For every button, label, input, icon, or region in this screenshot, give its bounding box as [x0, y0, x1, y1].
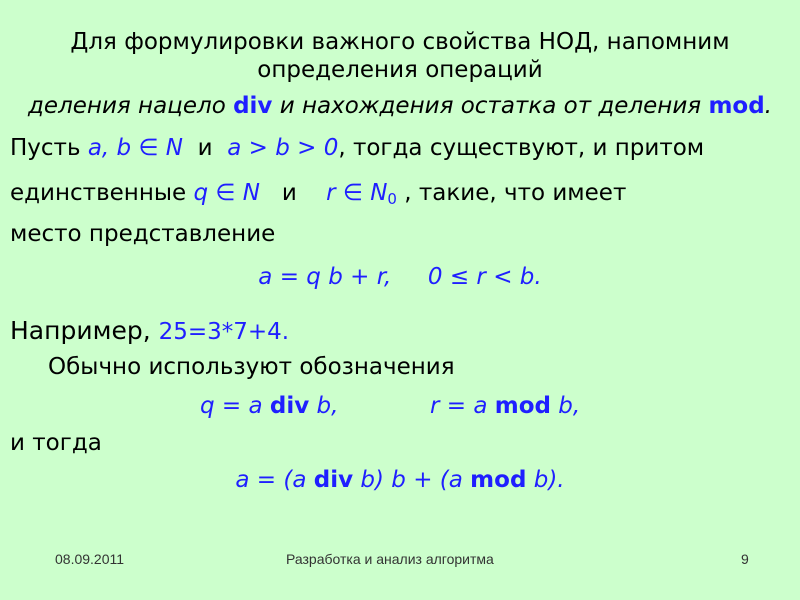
div-keyword: div	[233, 93, 273, 119]
final-part-3: b).	[526, 467, 565, 493]
footer-course: Разработка и анализ алгоритма	[286, 551, 494, 567]
let-suffix: , тогда существуют, и притом	[338, 135, 705, 161]
let-prefix: Пусть	[10, 135, 88, 161]
let-and: и	[183, 135, 228, 161]
title-line-1: Для формулировки важного свойства НОД, напомним	[70, 29, 730, 55]
title-line-3	[0, 91, 800, 121]
final-div: div	[313, 467, 354, 493]
footer-date: 08.09.2011	[55, 551, 125, 567]
unique-suffix: , такие, что имеет	[396, 180, 627, 206]
unique-r: r ∈ N	[326, 180, 388, 206]
let-condition-1: a, b ∈ N	[87, 135, 184, 161]
then-line: и тогда	[10, 430, 102, 456]
footer-page-number: 9	[741, 551, 749, 567]
title-line-2: определения операций	[257, 57, 543, 83]
unique-q: q ∈ N	[193, 180, 260, 206]
title-line-3-end: .	[764, 93, 772, 119]
usual-line: Обычно используют обозначения	[48, 354, 455, 380]
example-value: 25=3*7+4.	[158, 319, 290, 345]
let-line	[10, 133, 704, 163]
unique-and: и	[259, 180, 327, 206]
notation-q-end: b,	[309, 393, 339, 419]
notation-q	[200, 391, 338, 421]
example-line	[10, 316, 289, 347]
let-condition-2: a > b > 0	[227, 135, 339, 161]
example-label: Например,	[10, 316, 159, 345]
unique-line	[10, 178, 626, 214]
final-mod: mod	[470, 467, 527, 493]
place-line: место представление	[10, 221, 276, 247]
formula-1: a = q b + r, 0 ≤ r < b.	[258, 264, 542, 290]
title-line-3-middle: и нахождения остатка от деления	[272, 93, 709, 119]
notation-div: div	[269, 393, 310, 419]
unique-subscript: 0	[387, 190, 397, 208]
notation-r-start: r = a	[430, 393, 495, 419]
unique-prefix: единственные	[10, 180, 194, 206]
title-line-3-prefix: деления нацело	[28, 93, 234, 119]
notation-q-start: q = a	[200, 393, 270, 419]
final-part-2: b) b + (a	[353, 467, 471, 493]
notation-mod: mod	[494, 393, 551, 419]
notation-r-end: b,	[551, 393, 581, 419]
final-part-1: a = (a	[235, 467, 314, 493]
final-formula	[0, 465, 800, 495]
mod-keyword: mod	[708, 93, 765, 119]
notation-r	[430, 391, 580, 421]
